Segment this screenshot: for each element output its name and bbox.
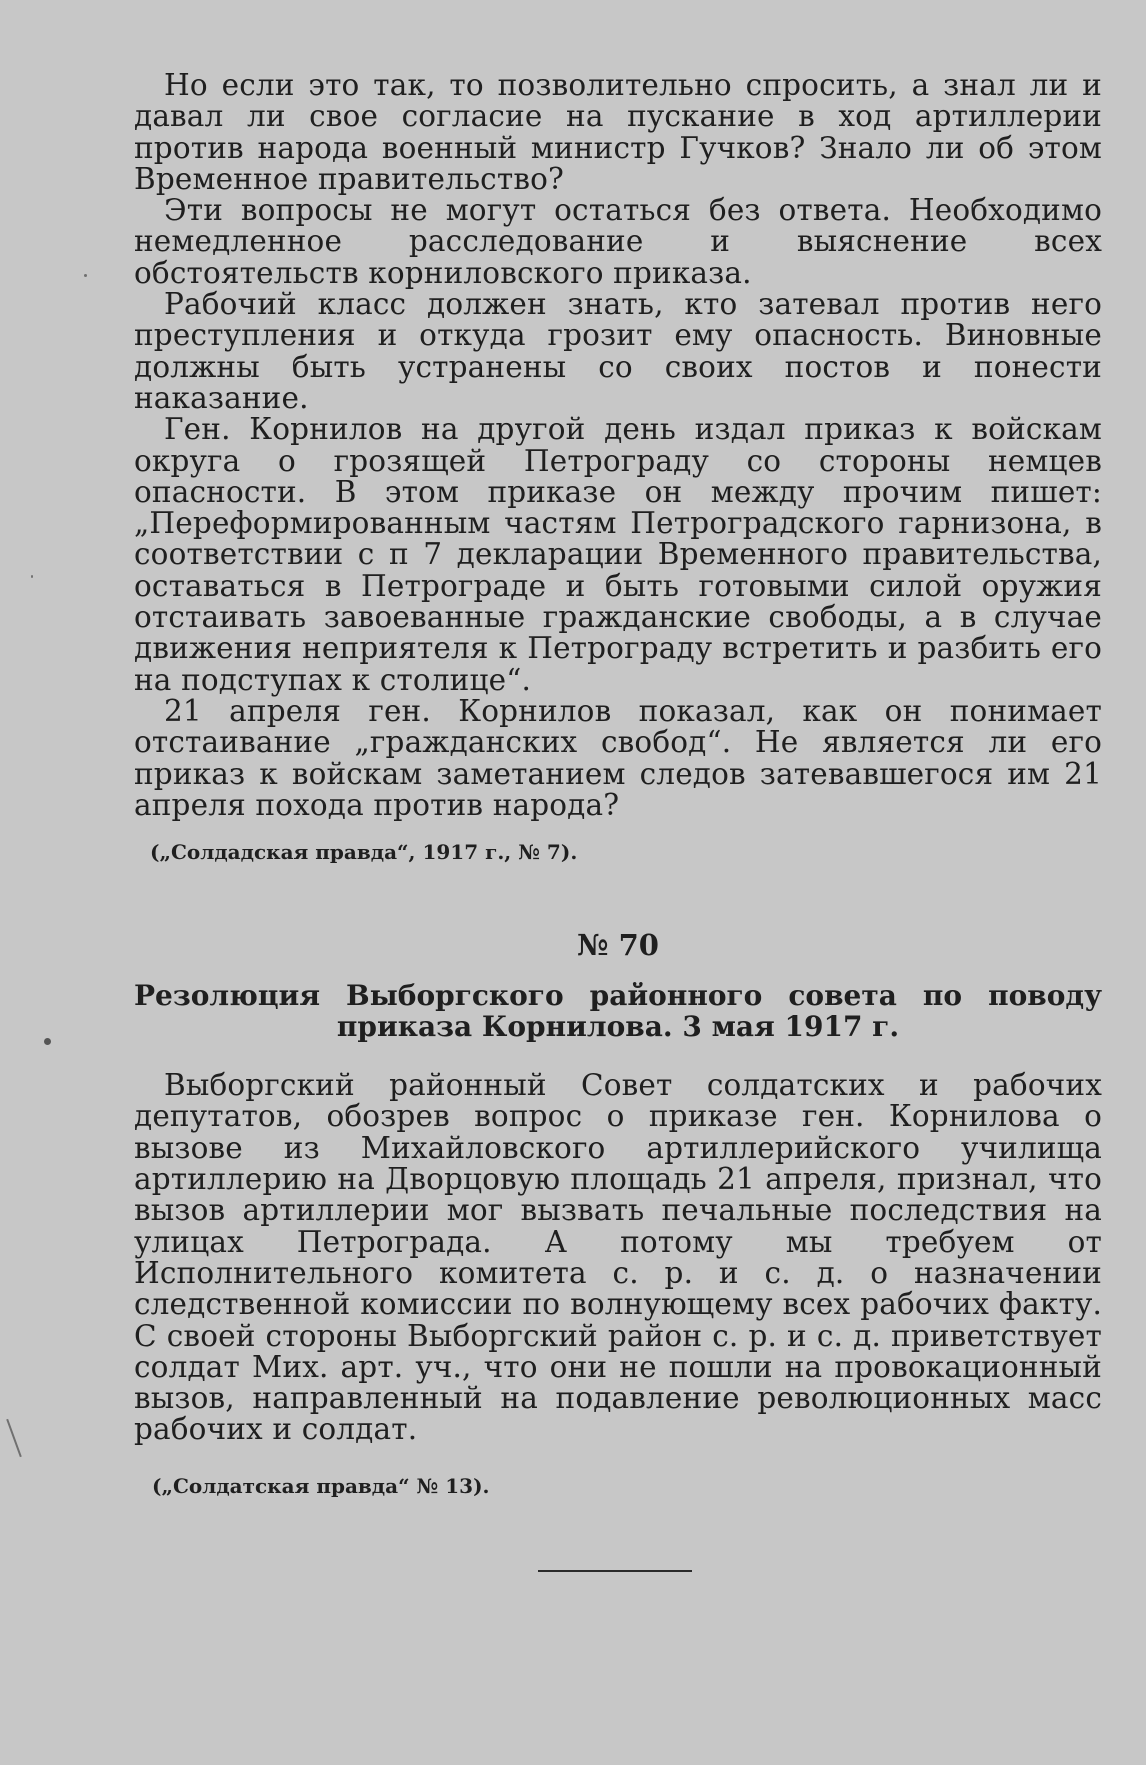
closing-rule	[538, 1570, 692, 1572]
print-mark	[6, 1419, 22, 1457]
document-body	[134, 1070, 1102, 1446]
source-citation: („Солдатская правда“ № 13).	[152, 1473, 490, 1498]
paragraph: Но если это так, то позволительно спросить, а знал ли и давал ли свое согласие на пускание в ход артиллерии против народа военный министр Гучков? Знало ли об этом Временное правительство?	[134, 68, 1102, 196]
print-speck	[44, 1038, 51, 1045]
paragraph: 21 апреля ген. Корнилов показал, как он понимает отстаивание „гражданских свобод“. Не является ли его приказ к войскам заметанием следов затевавшегося им 21 апреля похода против народа?	[134, 693, 1102, 822]
paragraph: Выборгский районный Совет солдатских и рабочих депутатов, обозрев вопрос о приказе ген. Корнилова о вызове из Михайловского артиллерийского училища артиллерию на Дворцовую площадь 21 апреля, признал, что вызов артиллерии мог вызвать печальные последствия на улицах Петрограда. А потому мы требуем от Исполнительного комитета с. р. и с. д. о назначении следственной комиссии по волнующему всех рабочих факту. С своей стороны Выборгский район с. р. и с. д. приветствует солдат Мих. арт. уч., что они не пошли на провокационный вызов, направленный на подавление революционных масс рабочих и солдат.	[134, 1068, 1102, 1447]
paragraph: Эти вопросы не могут остаться без ответа. Необходимо немедленное расследование и выяснение всех обстоятельств корниловского приказа.	[134, 193, 1102, 290]
document-number: № 70	[577, 928, 659, 963]
page-content	[134, 70, 1102, 1499]
source-citation: („Солдадская правда“, 1917 г., № 7).	[150, 840, 578, 865]
paragraph: Ген. Корнилов на другой день издал приказ к войскам округа о грозящей Петрограду со стороны немцев опасности. В этом приказе он между прочим пишет: „Переформированным частям Петроградского гарнизона, в соответствии с п 7 декларации Временного правительства, оставаться в Петрограде и быть готовыми силой оружия отстаивать завоеванные гражданские свободы, а в случае движения неприятеля к Петрограду встретить и разбить его на подступах к столице“.	[134, 412, 1102, 697]
print-speck	[84, 274, 87, 277]
document-title: Резолюция Выборгского районного совета по поводу приказа Корнилова. 3 мая 1917 г.	[134, 979, 1102, 1044]
print-speck	[31, 575, 33, 578]
paragraph: Рабочий класс должен знать, кто затевал против него преступления и откуда грозит ему опасность. Виновные должны быть устранены со своих постов и понести наказание.	[134, 287, 1102, 415]
